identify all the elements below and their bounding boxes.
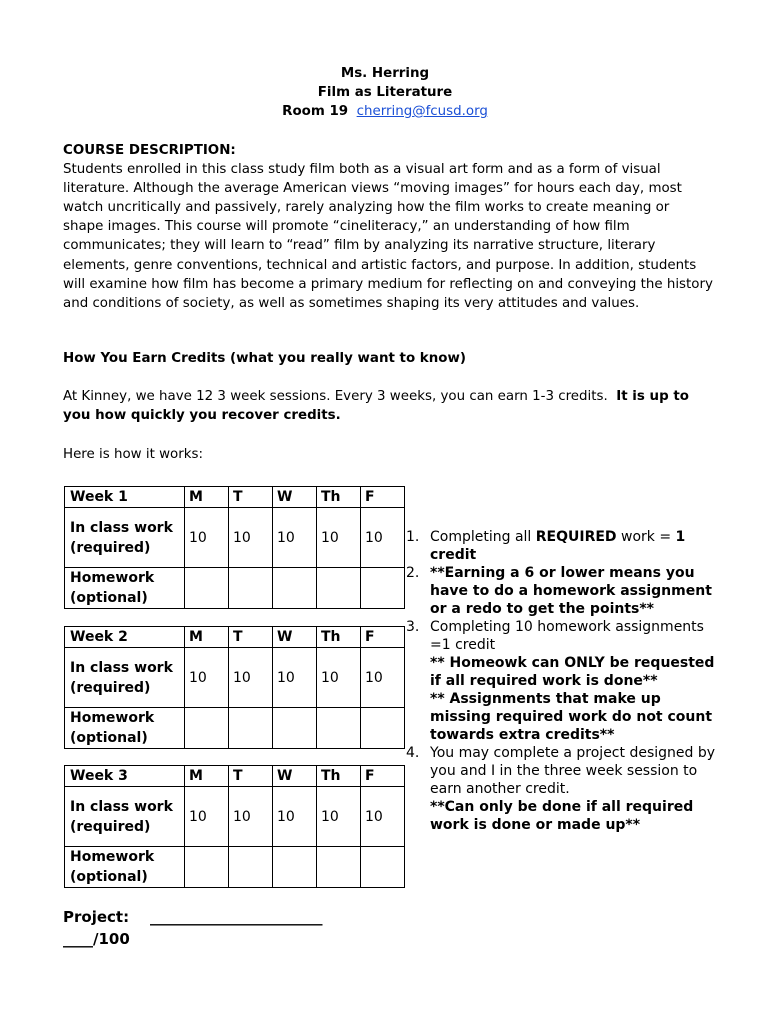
homework-cell	[361, 568, 405, 609]
homework-cell	[273, 847, 317, 888]
list-item	[406, 564, 716, 618]
list-bold-text: REQUIRED	[535, 529, 617, 545]
project-score[interactable]: ____/100	[63, 930, 130, 948]
in-class-points: 10	[185, 508, 229, 568]
day-header: Th	[317, 766, 361, 787]
list-item	[406, 744, 716, 834]
list-bold-text: ** Homeowk can ONLY be requested if all required work is done**	[430, 655, 715, 689]
in-class-points: 10	[361, 508, 405, 568]
credit-rules-list	[406, 528, 716, 834]
in-class-points: 10	[229, 787, 273, 847]
day-header: W	[273, 627, 317, 648]
list-text: Completing 10 homework assignments =1 credit	[430, 619, 704, 653]
course-description-heading: COURSE DESCRIPTION:	[63, 143, 236, 158]
list-text: Completing all	[430, 529, 536, 545]
in-class-points: 10	[361, 787, 405, 847]
week-label: Week 2	[65, 627, 185, 648]
homework-cell	[229, 708, 273, 749]
email-link[interactable]: cherring@fcusd.org	[356, 104, 488, 119]
list-number: 2.	[406, 565, 420, 581]
day-header: F	[361, 766, 405, 787]
in-class-label: In class work (required)	[65, 648, 185, 708]
day-header: W	[273, 766, 317, 787]
in-class-points: 10	[317, 648, 361, 708]
list-number: 3.	[406, 619, 420, 635]
credits-heading: How You Earn Credits (what you really want to know)	[63, 351, 466, 366]
homework-label: Homework (optional)	[65, 847, 185, 888]
in-class-points: 10	[273, 787, 317, 847]
day-header: M	[185, 487, 229, 508]
day-header: F	[361, 627, 405, 648]
course-title: Film as Literature	[317, 85, 453, 100]
homework-cell	[317, 847, 361, 888]
list-bold-text: 1 credit	[430, 529, 686, 563]
room-number: Room 19	[282, 104, 349, 119]
list-bold-text: ** Assignments that make up missing required work do not count towards extra credits**	[430, 691, 713, 743]
list-item	[406, 528, 716, 564]
homework-cell	[273, 568, 317, 609]
homework-cell	[229, 568, 273, 609]
day-header: M	[185, 766, 229, 787]
list-number: 4.	[406, 745, 420, 761]
kinney-bold-text: It is up to you how quickly you recover credits.	[63, 389, 689, 424]
day-header: F	[361, 487, 405, 508]
day-header: Th	[317, 487, 361, 508]
homework-cell	[317, 568, 361, 609]
in-class-points: 10	[185, 648, 229, 708]
how-it-works: Here is how it works:	[63, 447, 203, 462]
homework-cell	[273, 708, 317, 749]
course-description-body: Students enrolled in this class study film both as a visual art form and as a form of visual literature. Although the average American views “moving images” for hours each day, most watch uncritically and passively, rarely analyzing how the film works to create meaning or shape images. This course will promote “cineliteracy,” an understanding of how film communicates; they will learn to “read” film by analyzing its narrative structure, literary elements, genre conventions, technical and artistic factors, and purpose. In addition, students will examine how film has become a primary medium for reflecting on and conveying the history and conditions of society, as well as sometimes shaping its very attitudes and values.	[63, 162, 713, 311]
kinney-text: At Kinney, we have 12 3 week sessions. Every 3 weeks, you can earn 1-3 credits.	[63, 389, 608, 404]
homework-label: Homework (optional)	[65, 568, 185, 609]
list-bold-text: **Earning a 6 or lower means you have to do a homework assignment or a redo to get the points**	[430, 565, 712, 617]
list-text: work =	[616, 529, 676, 545]
homework-cell	[361, 847, 405, 888]
week-3-table	[64, 765, 405, 888]
week-label: Week 1	[65, 487, 185, 508]
day-header: Th	[317, 627, 361, 648]
in-class-points: 10	[273, 648, 317, 708]
homework-cell	[185, 708, 229, 749]
homework-cell	[185, 847, 229, 888]
day-header: T	[229, 766, 273, 787]
week-2-table	[64, 626, 405, 749]
teacher-name: Ms. Herring	[340, 66, 430, 81]
in-class-points: 10	[317, 787, 361, 847]
homework-cell	[185, 568, 229, 609]
project-score-line	[63, 906, 322, 950]
in-class-points: 10	[361, 648, 405, 708]
day-header: T	[229, 627, 273, 648]
homework-cell	[229, 847, 273, 888]
document-header	[0, 64, 770, 121]
list-text: You may complete a project designed by you and I in the three week session to earn another credit.	[430, 745, 716, 797]
list-number: 1.	[406, 529, 420, 545]
list-item	[406, 618, 716, 744]
week-1-table	[64, 486, 405, 609]
day-header: M	[185, 627, 229, 648]
in-class-points: 10	[273, 508, 317, 568]
in-class-points: 10	[229, 648, 273, 708]
project-blank[interactable]: _______________________	[149, 908, 323, 926]
course-description	[63, 141, 713, 313]
week-label: Week 3	[65, 766, 185, 787]
in-class-points: 10	[317, 508, 361, 568]
in-class-points: 10	[229, 508, 273, 568]
kinney-paragraph	[63, 387, 713, 425]
homework-cell	[361, 708, 405, 749]
day-header: W	[273, 487, 317, 508]
in-class-label: In class work (required)	[65, 787, 185, 847]
in-class-points: 10	[185, 787, 229, 847]
in-class-label: In class work (required)	[65, 508, 185, 568]
day-header: T	[229, 487, 273, 508]
homework-label: Homework (optional)	[65, 708, 185, 749]
homework-cell	[317, 708, 361, 749]
list-bold-text: **Can only be done if all required work is done or made up**	[430, 799, 694, 833]
project-label: Project:	[63, 908, 130, 926]
